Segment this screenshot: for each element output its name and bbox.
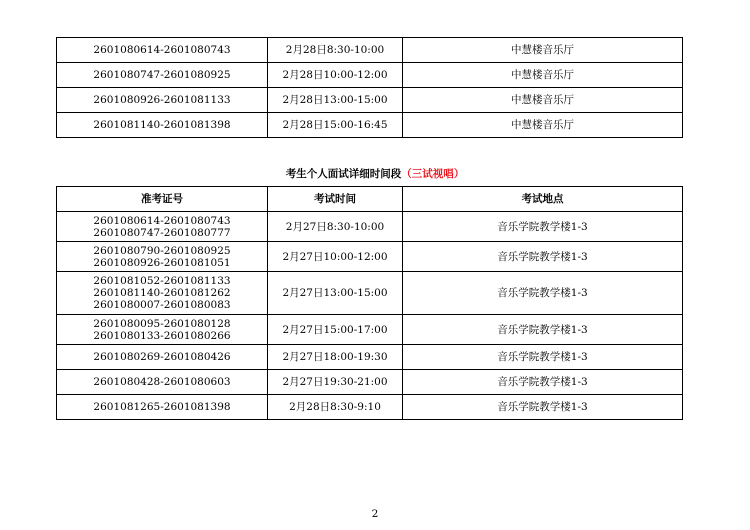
exam-id-range: 2601080428-2601080603 (93, 376, 231, 388)
exam-place-cell: 音乐学院教学楼1-3 (403, 395, 683, 420)
exam-place-cell: 中慧楼音乐厅 (403, 88, 683, 113)
table-row (57, 113, 683, 138)
exam-time-cell: 2月27日18:00-19:30 (268, 345, 403, 370)
table-row (57, 315, 683, 345)
header-exam-place: 考试地点 (403, 187, 683, 212)
section-title (0, 166, 750, 181)
exam-id-cell (57, 272, 268, 315)
exam-place-cell: 音乐学院教学楼1-3 (403, 242, 683, 272)
table-row (57, 370, 683, 395)
exam-id-range: 2601080007-2601080083 (93, 299, 231, 311)
table-row (57, 395, 683, 420)
exam-id-cell (57, 315, 268, 345)
exam-place-cell: 中慧楼音乐厅 (403, 38, 683, 63)
exam-id-range: 2601080790-2601080925 (93, 244, 231, 257)
table-row (57, 63, 683, 88)
section-title-note: （三试视唱） (401, 168, 465, 180)
exam-id-range: 2601080926-2601081051 (93, 256, 231, 269)
table-row (57, 38, 683, 63)
table-row (57, 272, 683, 315)
exam-id-cell (57, 370, 268, 395)
exam-time-cell: 2月27日13:00-15:00 (268, 272, 403, 315)
exam-id-range: 2601081140-2601081262 (93, 287, 231, 299)
exam-place-cell: 音乐学院教学楼1-3 (403, 315, 683, 345)
table-row (57, 212, 683, 242)
table-header-row (57, 187, 683, 212)
exam-id-cell (57, 63, 268, 88)
exam-time-cell: 2月27日15:00-17:00 (268, 315, 403, 345)
exam-place-cell: 中慧楼音乐厅 (403, 63, 683, 88)
exam-place-cell: 中慧楼音乐厅 (403, 113, 683, 138)
exam-id-cell (57, 38, 268, 63)
schedule-table-1 (56, 37, 683, 138)
exam-id-cell (57, 242, 268, 272)
exam-id-cell (57, 88, 268, 113)
exam-id-range: 2601081052-2601081133 (93, 275, 231, 287)
exam-id-range: 2601081140-2601081398 (93, 119, 231, 131)
exam-time-cell: 2月27日19:30-21:00 (268, 370, 403, 395)
exam-id-range: 2601080614-2601080743 (93, 214, 231, 227)
schedule-table-2-body (57, 212, 683, 420)
schedule-table-2 (56, 186, 683, 420)
exam-id-range: 2601080747-2601080777 (93, 226, 231, 239)
exam-time-cell: 2月27日8:30-10:00 (268, 212, 403, 242)
exam-time-cell: 2月28日15:00-16:45 (268, 113, 403, 138)
exam-id-cell (57, 113, 268, 138)
table-row (57, 242, 683, 272)
exam-id-range: 2601080133-2601080266 (93, 329, 231, 342)
header-exam-id: 准考证号 (57, 187, 268, 212)
exam-id-range: 2601080269-2601080426 (93, 351, 231, 363)
exam-place-cell: 音乐学院教学楼1-3 (403, 212, 683, 242)
header-exam-time: 考试时间 (268, 187, 403, 212)
exam-place-cell: 音乐学院教学楼1-3 (403, 345, 683, 370)
schedule-table-1-body (57, 38, 683, 138)
exam-id-range: 2601080747-2601080925 (93, 69, 231, 81)
exam-id-cell (57, 395, 268, 420)
exam-time-cell: 2月27日10:00-12:00 (268, 242, 403, 272)
exam-place-cell: 音乐学院教学楼1-3 (403, 370, 683, 395)
table-row (57, 88, 683, 113)
table-row (57, 345, 683, 370)
exam-time-cell: 2月28日10:00-12:00 (268, 63, 403, 88)
page-number: 2 (371, 508, 379, 520)
exam-id-range: 2601080095-2601080128 (93, 317, 231, 330)
exam-time-cell: 2月28日8:30-10:00 (268, 38, 403, 63)
exam-time-cell: 2月28日8:30-9:10 (268, 395, 403, 420)
exam-place-cell: 音乐学院教学楼1-3 (403, 272, 683, 315)
exam-id-range: 2601080926-2601081133 (93, 94, 231, 106)
exam-id-cell (57, 212, 268, 242)
exam-id-range: 2601081265-2601081398 (93, 401, 231, 413)
exam-id-range: 2601080614-2601080743 (93, 44, 231, 56)
exam-id-cell (57, 345, 268, 370)
exam-time-cell: 2月28日13:00-15:00 (268, 88, 403, 113)
section-title-main: 考生个人面试详细时间段 (285, 168, 402, 180)
